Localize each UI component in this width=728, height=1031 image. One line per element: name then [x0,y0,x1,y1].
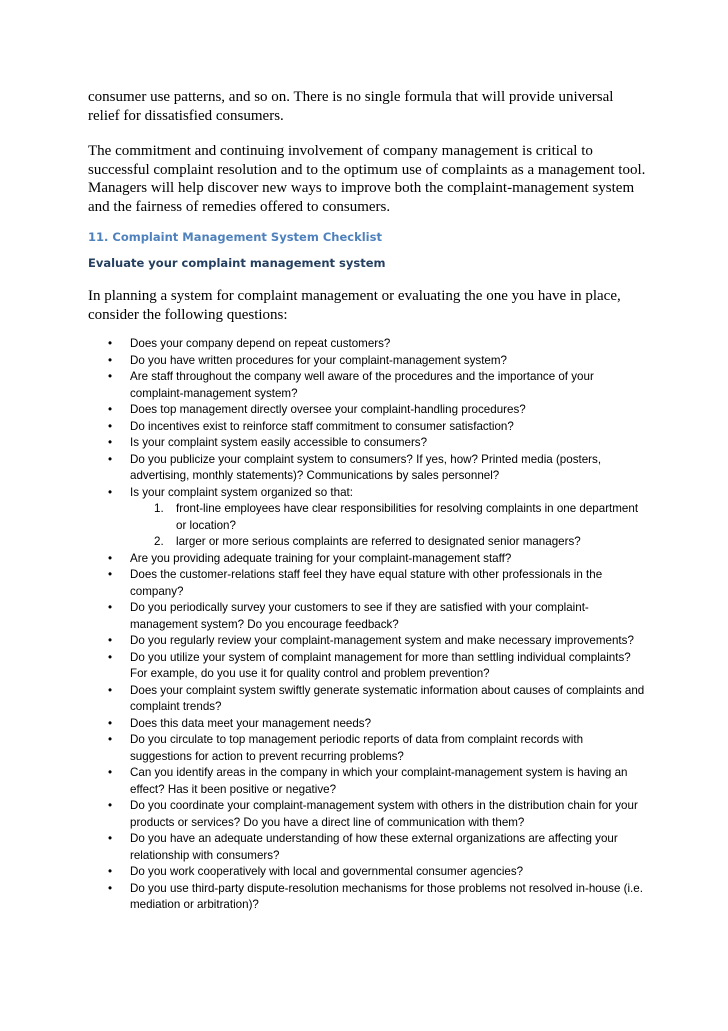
list-item-text: Do incentives exist to reinforce staff commitment to consumer satisfaction? [130,419,514,433]
list-item-text: Do you have an adequate understanding of how these external organizations are affecting your relationship with consumers? [130,832,618,862]
bullet-icon: • [108,419,113,433]
bullet-icon: • [108,436,113,449]
list-item-text: Do you circulate to top management periodic reports of data from complaint records with suggestions for action to prevent recurring problems? [130,733,584,763]
list-item-text: Does your complaint system swiftly generate systematic information about causes of complaints and complaint trends? [130,683,645,713]
list-item [88,402,648,419]
bullet-icon: • [108,452,113,466]
bullet-icon: • [108,865,113,878]
list-item [88,798,648,831]
list-item-text: Do you utilize your system of complaint management for more than settling individual complaints? For example, do you use it for quality control and problem prevention? [130,650,631,680]
list-item-text: Do you periodically survey your customers to see if they are satisfied with your complaint-management system? Do you encourage feedback? [130,601,589,631]
bullet-icon: • [108,634,113,647]
list-item [88,864,648,881]
list-item [88,650,648,683]
list-item [88,600,648,633]
list-item-text: Does the customer-relations staff feel they have equal stature with other professionals in the company? [130,568,603,598]
list-item-text: Are you providing adequate training for your complaint-management staff? [130,551,512,565]
list-item [88,369,648,402]
list-item [88,452,648,485]
list-item [88,551,648,568]
bullet-icon: • [108,551,113,565]
document-page [88,88,648,914]
sublist-item [130,534,648,551]
bullet-icon: • [108,799,113,812]
list-item-text: Do you regularly review your complaint-management system and make necessary improvements? [130,634,634,647]
list-item [88,683,648,716]
sublist [130,501,648,551]
sublist-item-text: larger or more serious complaints are referred to designated senior managers? [176,535,581,548]
bullet-icon: • [108,650,113,664]
list-item-text: Do you have written procedures for your complaint-management system? [130,353,507,367]
list-item-text: Can you identify areas in the company in which your complaint-management system is having an effect? Has it been positive or negative? [130,766,628,796]
list-item [88,567,648,600]
sublist-item-text: front-line employees have clear responsibilities for resolving complaints in one department or location? [176,502,639,532]
bullet-icon: • [108,403,113,416]
section-subheading: Evaluate your complaint management system [88,256,386,270]
bullet-icon: • [108,733,113,746]
bullet-icon: • [108,766,113,779]
list-item [88,435,648,452]
list-item [88,353,648,370]
list-item-text: Do you use third-party dispute-resolution mechanisms for those problems not resolved in-house (i.e. mediation or arbitration)? [130,881,643,911]
bullet-icon: • [108,881,113,895]
bullet-icon: • [108,601,113,614]
sublist-number: 2. [154,535,164,548]
list-item [88,831,648,864]
list-item [88,485,648,551]
bullet-icon: • [108,683,113,697]
list-item-text: Does this data meet your management needs? [130,716,372,730]
list-item [88,716,648,733]
bullet-icon: • [108,832,113,845]
list-item [88,419,648,436]
list-item [88,336,648,353]
list-item-text: Is your complaint system easily accessible to consumers? [130,436,428,449]
list-item-text: Does top management directly oversee your complaint-handling procedures? [130,403,526,416]
sublist-item [130,501,648,534]
checklist [88,336,648,914]
list-item-text: Is your complaint system organized so that: [130,485,353,499]
bullet-icon: • [108,485,113,499]
checklist-intro: In planning a system for complaint management or evaluating the one you have in place, consider the following questions: [88,288,621,323]
bullet-icon: • [108,568,113,581]
list-item [88,732,648,765]
list-item-text: Does your company depend on repeat customers? [130,337,391,350]
list-item [88,765,648,798]
list-item [88,881,648,914]
paragraph-management-commitment: The commitment and continuing involvement of company management is critical to successful complaint resolution and to the optimum use of complaints as a management tool. Managers will help discover new ways to improve both the complaint-management system and the fairness of remedies offered to consumers. [88,143,646,215]
section-heading: 11. Complaint Management System Checklist [88,230,382,244]
list-item-text: Are staff throughout the company well aware of the procedures and the importance of your complaint-management system? [130,370,594,400]
bullet-icon: • [108,353,113,367]
list-item-text: Do you coordinate your complaint-management system with others in the distribution chain for your products or services? Do you have a direct line of communication with them? [130,799,638,829]
bullet-icon: • [108,716,113,730]
paragraph-intro-continuation: consumer use patterns, and so on. There is no single formula that will provide universal relief for dissatisfied consumers. [88,89,614,124]
list-item [88,633,648,650]
sublist-number: 1. [154,502,164,515]
list-item-text: Do you publicize your complaint system to consumers? If yes, how? Printed media (posters, advertising, monthly statements)? Communications by sales personnel? [130,452,602,482]
bullet-icon: • [108,337,113,350]
list-item-text: Do you work cooperatively with local and governmental consumer agencies? [130,865,524,878]
bullet-icon: • [108,370,113,383]
